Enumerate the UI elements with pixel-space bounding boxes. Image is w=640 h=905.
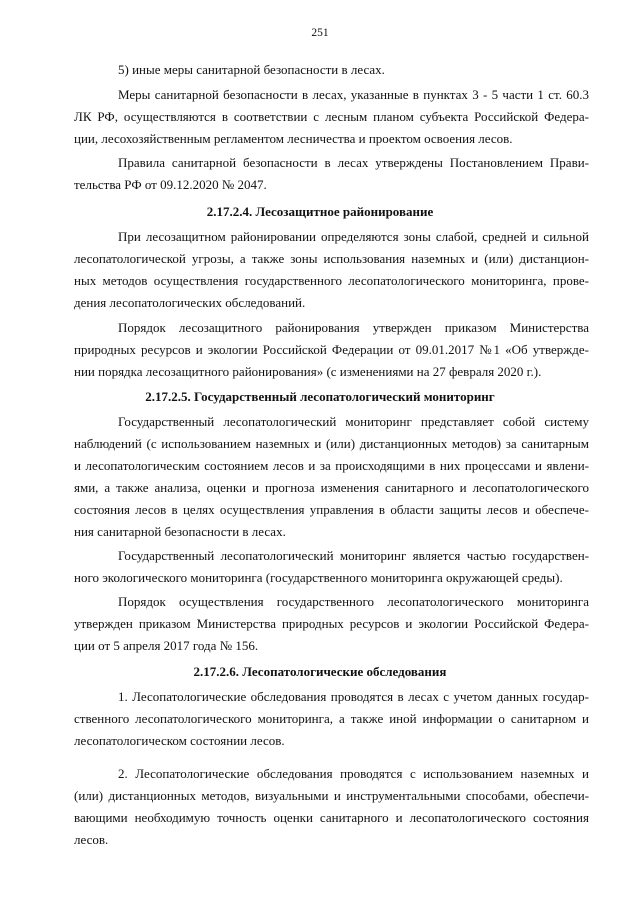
paragraph-line: ЛК РФ, осуществляются в соответствии с лесным планом субъекта Российской Федера- <box>74 109 589 124</box>
paragraph-line: ции, лесохозяйственным регламентом лесничества и проектом освоения лесов. <box>74 131 513 146</box>
paragraph-line: нии порядка лесозащитного районирования» (с изменениями на 27 февраля 2020 г.). <box>74 364 542 379</box>
paragraph-line: Порядок лесозащитного районирования утвержден приказом Министерства <box>118 320 589 335</box>
paragraph-line: ции от 5 апреля 2017 года № 156. <box>74 638 259 653</box>
paragraph-line: ями, а также анализа, оценки и прогноза изменения санитарного и лесопатологического <box>74 480 589 495</box>
paragraph-line: и лесопатологическим состоянием лесов и за происходящими в них процессами и явлени- <box>74 458 589 473</box>
paragraph-line: ного экологического мониторинга (государственного мониторинга окружающей среды). <box>74 570 563 585</box>
paragraph-line: тельства РФ от 09.12.2020 № 2047. <box>74 177 267 192</box>
section-heading: 2.17.2.4. Лесозащитное районирование <box>206 204 434 219</box>
paragraph-line: 1. Лесопатологические обследования проводятся в лесах с учетом данных государ- <box>118 689 589 704</box>
section-heading: 2.17.2.6. Лесопатологические обследования <box>193 664 447 679</box>
paragraph-line: Правила санитарной безопасности в лесах утверждены Постановлением Прави- <box>118 155 589 170</box>
paragraph-line: лесов. <box>74 832 109 847</box>
paragraph-line: наблюдений (с использованием наземных и (или) дистанционных методов) за санитарным <box>74 436 589 451</box>
section-heading: 2.17.2.5. Государственный лесопатологический мониторинг <box>145 389 495 404</box>
paragraph-line: природных ресурсов и экологии Российской Федерации от 09.01.2017 №1 «Об утвержде- <box>74 342 589 357</box>
paragraph-line: лесопатологической угрозы, а также зоны использования наземных и (или) дистанцион- <box>74 251 589 266</box>
paragraph-line: утвержден приказом Министерства природных ресурсов и экологии Российской Федера- <box>74 616 589 631</box>
paragraph-line: Меры санитарной безопасности в лесах, указанные в пунктах 3 - 5 части 1 ст. 60.3 <box>118 87 589 102</box>
page-number: 251 <box>311 27 329 39</box>
paragraph-line: Порядок осуществления государственного лесопатологического мониторинга <box>118 594 589 609</box>
paragraph-line: ственного лесопатологического мониторинга, а также иной информации о санитарном и <box>74 711 589 726</box>
paragraph-line: лесопатологическом состоянии лесов. <box>74 733 285 748</box>
paragraph-line: ных методов осуществления государственного лесопатологического мониторинга, прове- <box>74 273 589 288</box>
paragraph-line: Государственный лесопатологический мониторинг представляет собой систему <box>118 414 589 429</box>
paragraph-line: ния санитарной безопасности в лесах. <box>74 524 286 539</box>
paragraph-line: (или) дистанционных методов, визуальными и инструментальными способами, обеспечи- <box>74 788 589 803</box>
paragraph-line: состояния лесов в целях осуществления управления в области защиты лесов и обеспече- <box>74 502 589 517</box>
paragraph-line: дения лесопатологических обследований. <box>74 295 306 310</box>
paragraph-line: вающими необходимую точность оценки санитарного и лесопатологического состояния <box>74 810 589 825</box>
paragraph-line: 2. Лесопатологические обследования проводятся с использованием наземных и <box>118 766 589 781</box>
paragraph-line: При лесозащитном районировании определяются зоны слабой, средней и сильной <box>118 229 589 244</box>
paragraph-line: Государственный лесопатологический мониторинг является частью государствен- <box>118 548 589 563</box>
paragraph-line: 5) иные меры санитарной безопасности в лесах. <box>118 62 385 77</box>
